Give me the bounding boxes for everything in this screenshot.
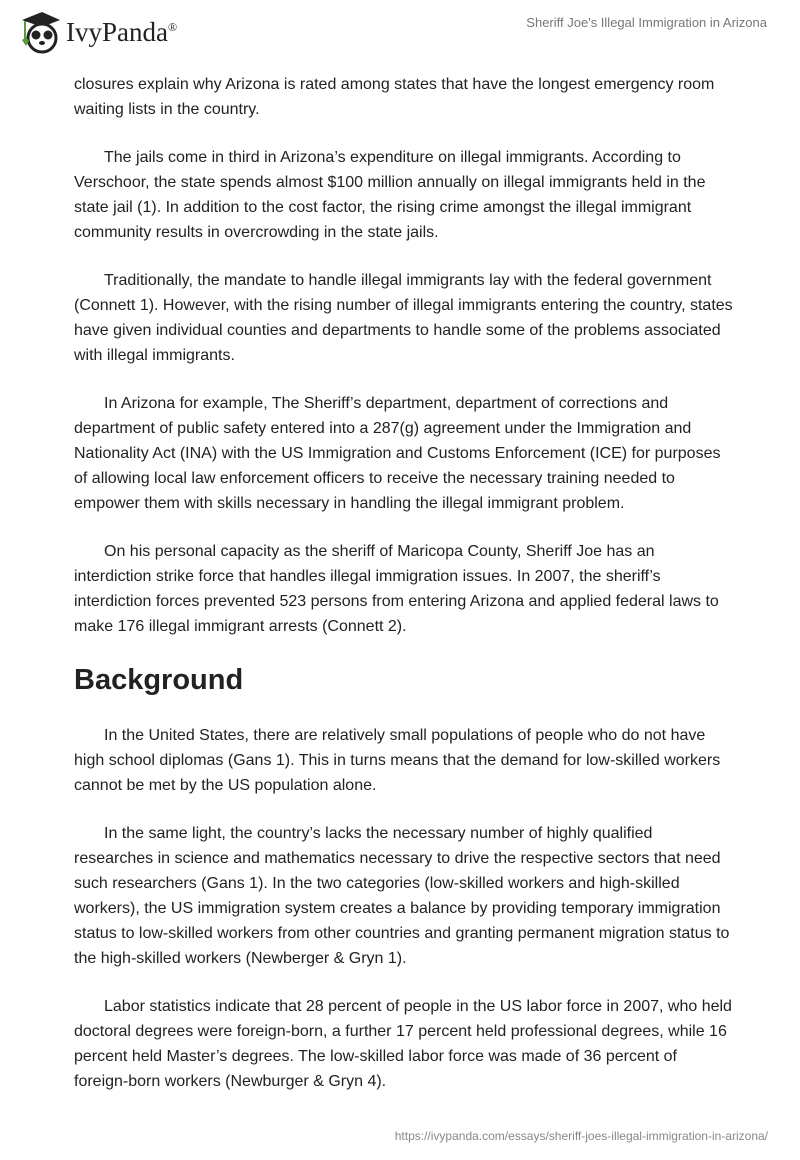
paragraph: On his personal capacity as the sheriff of Maricopa County, Sheriff Joe has an interdiction strike force that handles illegal immigration issues. In 2007, the sheriff’s interdiction forces prevented 523 persons from entering Arizona and applied federal laws to make 176 illegal immigrant arrests (Connett 2). — [74, 543, 719, 635]
paragraph: In the same light, the country’s lacks the necessary number of highly qualified researches in science and mathematics necessary to drive the respective sectors that need such researchers (Gans 1). In the two categories (low-skilled workers and high-skilled workers), the US immigration system creates a balance by providing temporary immigration status to low-skilled workers from other countries and granting permanent migration status to the high-skilled workers (Newberger & Gryn 1). — [74, 825, 730, 967]
paragraph: In Arizona for example, The Sheriff’s department, department of corrections and department of public safety entered into a 287(g) agreement under the Immigration and Nationality Act (INA) with the US Immigration and Customs Enforcement (ICE) for purposes of allowing local law enforcement officers to receive the necessary training needed to empower them with skills necessary in handling the illegal immigrant problem. — [74, 395, 721, 512]
panda-logo-icon — [20, 10, 60, 54]
document-title: Sheriff Joe's Illegal Immigration in Arizona — [526, 15, 767, 30]
paragraph: Labor statistics indicate that 28 percent of people in the US labor force in 2007, who held doctoral degrees were foreign-born, a further 17 percent held professional degrees, while 16 percent held Master’s degrees. The low-skilled labor force was made of 36 percent of foreign-born workers (Newburger & Gryn 4). — [74, 998, 732, 1090]
paragraph: closures explain why Arizona is rated among states that have the longest emergency room waiting lists in the country. — [74, 76, 715, 118]
logo-text: IvyPanda® — [66, 16, 178, 47]
paragraph: Traditionally, the mandate to handle illegal immigrants lay with the federal government (Connett 1). However, with the rising number of illegal immigrants entering the country, states have given individual counties and departments to handle some of the problems associated with illegal immigrants. — [74, 272, 733, 364]
paragraph: In the United States, there are relatively small populations of people who do not have high school diplomas (Gans 1). This in turns means that the demand for low-skilled workers cannot be met by the US population alone. — [74, 727, 721, 794]
ivypanda-logo[interactable] — [20, 10, 177, 54]
source-url[interactable]: https://ivypanda.com/essays/sheriff-joes-illegal-immigration-in-arizona/ — [394, 1129, 768, 1143]
paragraph: The jails come in third in Arizona’s expenditure on illegal immigrants. According to Verschoor, the state spends almost $100 million annually on illegal immigrants held in the state jail (1). In addition to the cost factor, the rising crime amongst the illegal immigrant community results in overcrowding in the state jails. — [74, 149, 706, 241]
section-heading: Background — [74, 664, 244, 696]
essay-body — [74, 72, 734, 1117]
